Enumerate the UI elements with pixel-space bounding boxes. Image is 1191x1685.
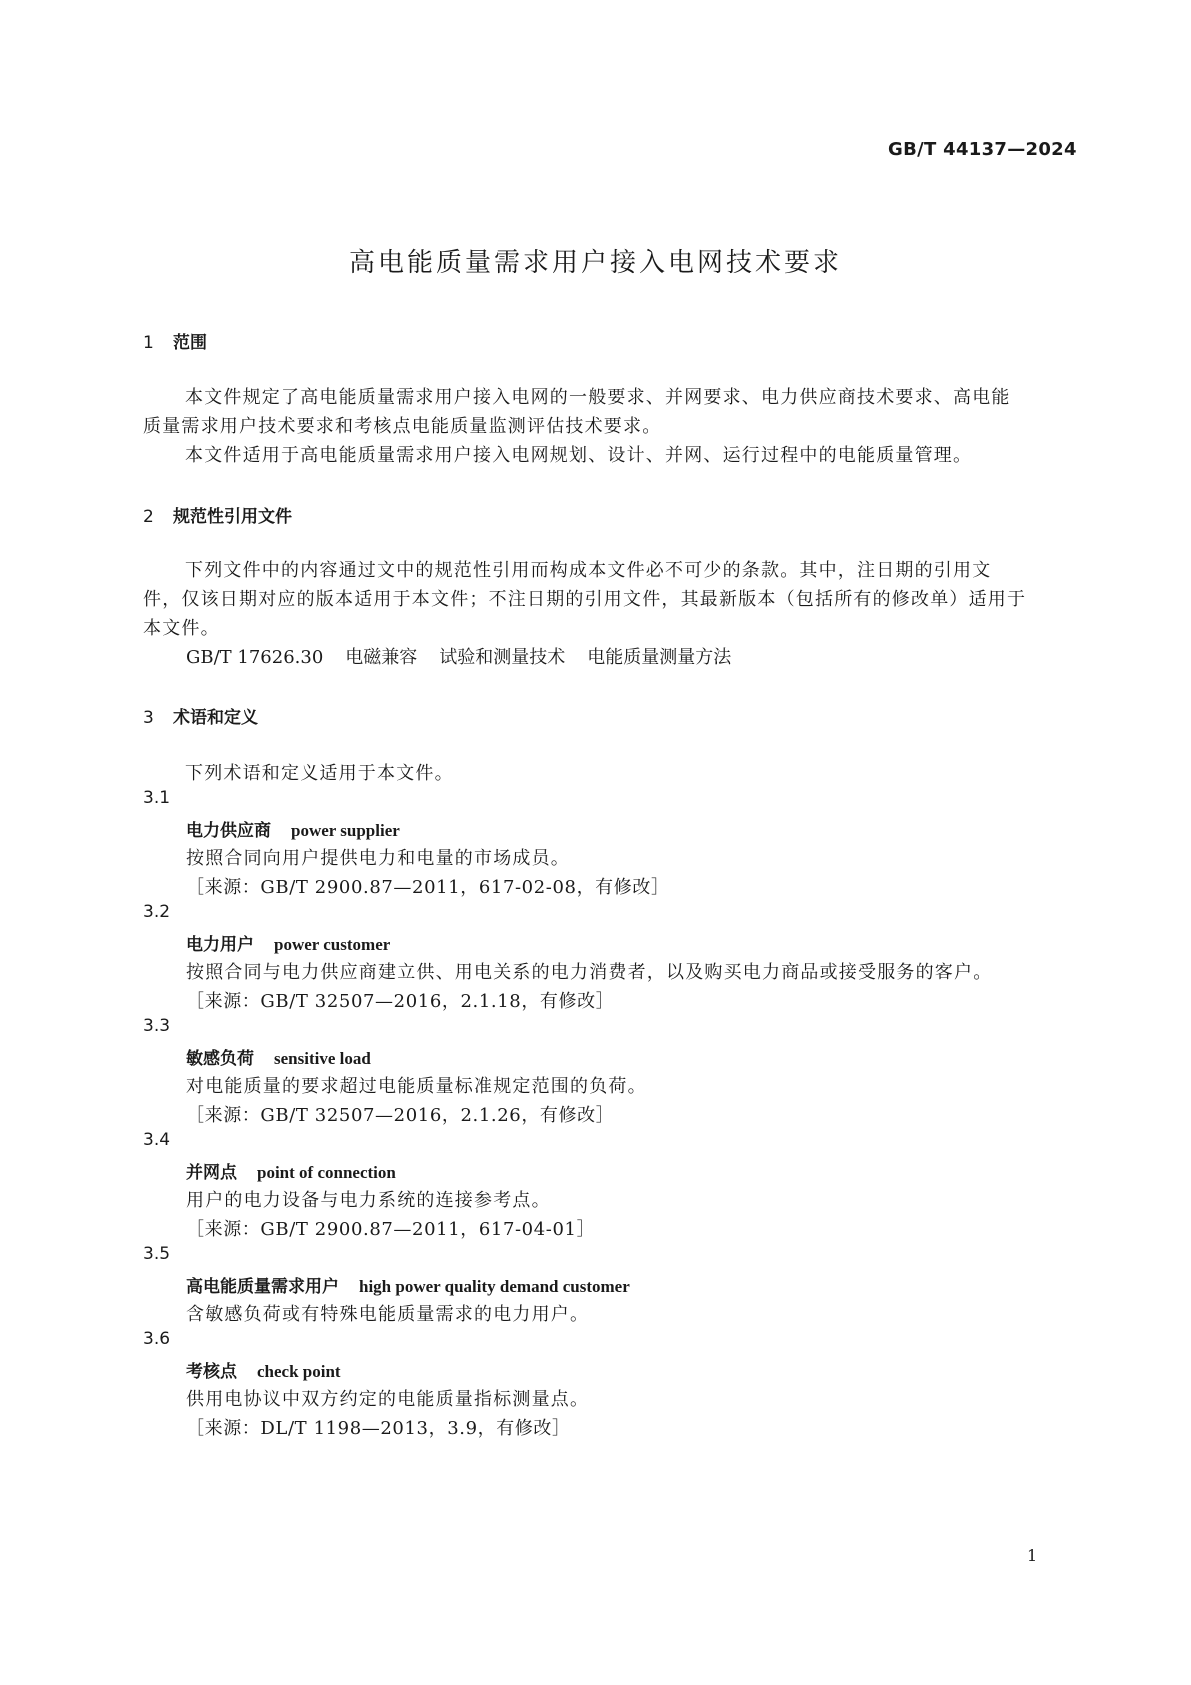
term-chinese: 敏感负荷: [186, 1049, 254, 1069]
term-english: point of connection: [257, 1163, 396, 1182]
term-entry: [186, 930, 390, 955]
normative-reference: [186, 643, 731, 669]
section-2-heading: [143, 502, 292, 527]
term-source: ［来源：DL/T 1198—2013，3.9，有修改］: [186, 1418, 571, 1439]
section-1-paragraph-1-line-2: 质量需求用户技术要求和考核点电能质量监测评估技术要求。: [143, 416, 662, 437]
term-entry: [186, 816, 400, 841]
term-number: 3.1: [143, 788, 171, 808]
term-number: 3.2: [143, 902, 171, 922]
reference-title-part: 试验和测量技术: [439, 647, 566, 668]
section-title: 规范性引用文件: [173, 507, 292, 527]
term-source: ［来源：GB/T 2900.87—2011，617-02-08，有修改］: [186, 877, 670, 898]
term-entry: [186, 1044, 371, 1069]
document-title: 高电能质量需求用户接入电网技术要求: [348, 248, 842, 278]
term-chinese: 并网点: [186, 1163, 237, 1183]
term-source: ［来源：GB/T 32507—2016，2.1.18，有修改］: [186, 991, 615, 1012]
term-definition: 供用电协议中双方约定的电能质量指标测量点。: [186, 1389, 590, 1410]
term-entry: [186, 1158, 396, 1183]
standard-code: GB/T 44137—2024: [888, 139, 1077, 160]
section-number: 1: [143, 333, 154, 353]
term-english: power customer: [274, 935, 391, 954]
term-definition: 用户的电力设备与电力系统的连接参考点。: [186, 1190, 551, 1211]
section-title: 术语和定义: [173, 708, 258, 728]
section-2-paragraph-line-1: 下列文件中的内容通过文中的规范性引用而构成本文件必不可少的条款。其中，注日期的引用文: [185, 560, 992, 581]
section-3-heading: [143, 703, 258, 728]
section-1-heading: [143, 328, 207, 353]
term-english: sensitive load: [274, 1049, 371, 1068]
section-2-paragraph-line-2: 件，仅该日期对应的版本适用于本文件；不注日期的引用文件，其最新版本（包括所有的修改单）适用于: [143, 589, 1027, 610]
term-english: check point: [257, 1362, 341, 1381]
section-number: 2: [143, 507, 154, 527]
section-3-intro: 下列术语和定义适用于本文件。: [185, 763, 454, 784]
section-1-paragraph-2: 本文件适用于高电能质量需求用户接入电网规划、设计、并网、运行过程中的电能质量管理。: [185, 445, 973, 466]
term-definition: 按照合同向用户提供电力和电量的市场成员。: [186, 848, 570, 869]
term-definition: 对电能质量的要求超过电能质量标准规定范围的负荷。: [186, 1076, 647, 1097]
reference-title-part: 电磁兼容: [345, 647, 418, 668]
term-number: 3.5: [143, 1244, 171, 1264]
section-title: 范围: [173, 333, 207, 353]
term-definition: 含敏感负荷或有特殊电能质量需求的电力用户。: [186, 1304, 590, 1325]
reference-title-part: 电能质量测量方法: [587, 647, 732, 668]
section-1-paragraph-1-line-1: 本文件规定了高电能质量需求用户接入电网的一般要求、并网要求、电力供应商技术要求、高电能: [185, 387, 1011, 408]
term-number: 3.4: [143, 1130, 171, 1150]
term-english: power supplier: [291, 821, 400, 840]
term-entry: [186, 1272, 630, 1297]
term-source: ［来源：GB/T 2900.87—2011，617-04-01］: [186, 1219, 596, 1240]
section-number: 3: [143, 708, 154, 728]
term-chinese: 电力供应商: [186, 821, 271, 841]
term-entry: [186, 1357, 341, 1382]
term-number: 3.6: [143, 1329, 171, 1349]
term-chinese: 高电能质量需求用户: [186, 1277, 339, 1297]
term-number: 3.3: [143, 1016, 171, 1036]
term-definition: 按照合同与电力供应商建立供、用电关系的电力消费者，以及购买电力商品或接受服务的客户。: [186, 962, 993, 983]
section-2-paragraph-line-3: 本文件。: [143, 618, 220, 639]
term-source: ［来源：GB/T 32507—2016，2.1.26，有修改］: [186, 1105, 615, 1126]
page-number: 1: [1027, 1546, 1038, 1565]
term-chinese: 考核点: [186, 1362, 237, 1382]
term-chinese: 电力用户: [186, 935, 254, 955]
reference-code: GB/T 17626.30: [186, 647, 324, 668]
term-english: high power quality demand customer: [359, 1277, 630, 1296]
